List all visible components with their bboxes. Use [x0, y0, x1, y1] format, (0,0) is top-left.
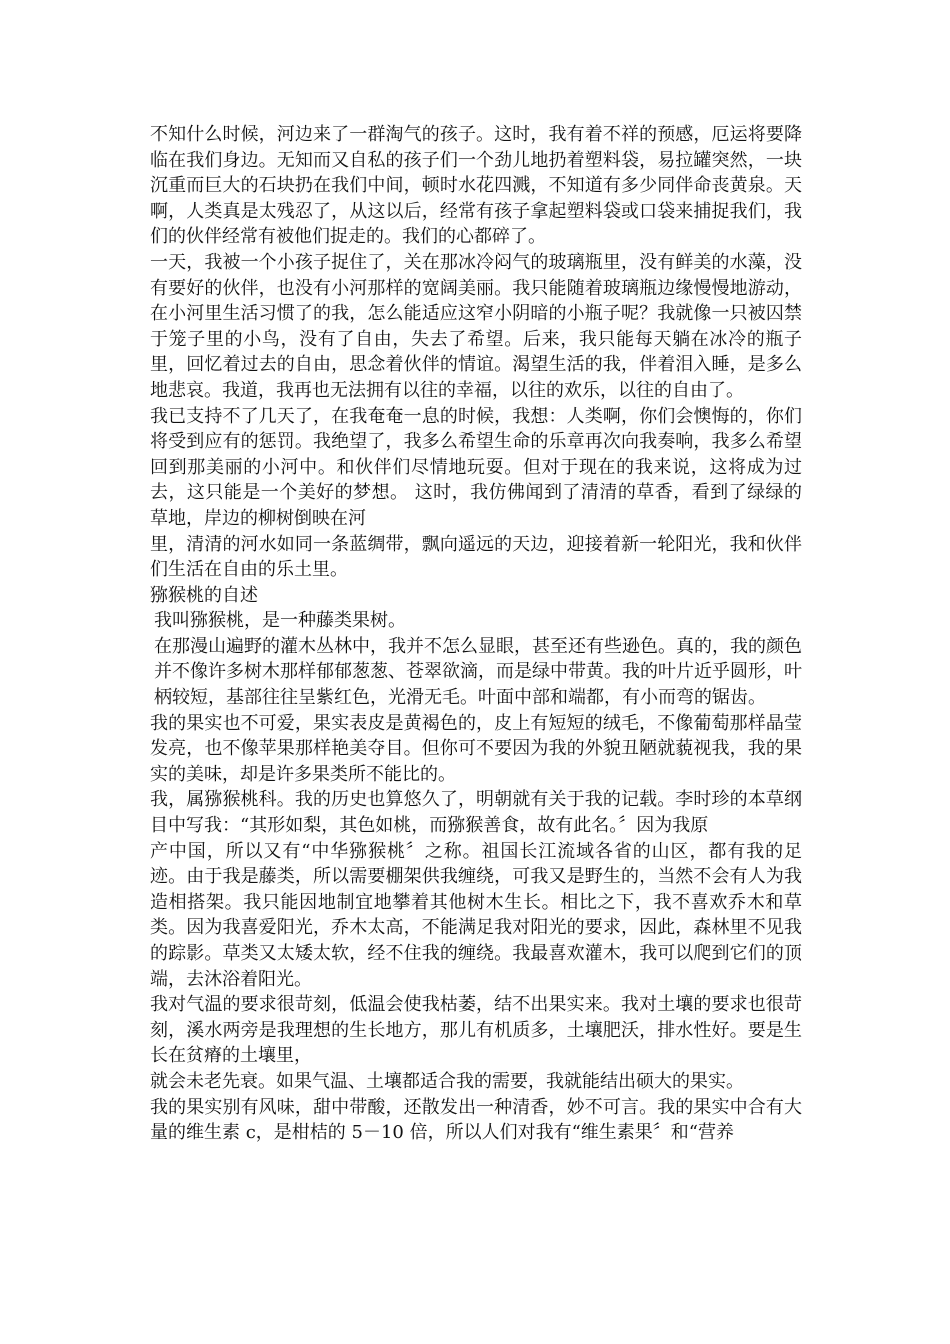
paragraph: 里，清清的河水如同一条蓝绸带，飘向遥远的天边，迎接着新一轮阳光，我和伙伴们生活在自由的乐土里。: [150, 533, 802, 581]
document-body: [150, 122, 802, 1146]
section-title: 猕猴桃的自述: [150, 584, 258, 606]
paragraph: 就会未老先衰。如果气温、土壤都适合我的需要，我就能结出硕大的果实。: [150, 1070, 744, 1092]
paragraph: 不知什么时候，河边来了一群淘气的孩子。这时，我有着不祥的预感，厄运将要降临在我们身边。无知而又自私的孩子们一个劲儿地扔着塑料袋，易拉罐突然，一块沉重而巨大的石块扔在我们中间，顿时水花四溅，不知道有多少同伴命丧黄泉。天啊，人类真是太残忍了，从这以后，经常有孩子拿起塑料袋或口袋来捕捉我们，我们的伙伴经常有被他们捉走的。我们的心都碎了。: [150, 124, 802, 248]
paragraph: 一天，我被一个小孩子捉住了，关在那冰冷闷气的玻璃瓶里，没有鲜美的水藻，没有要好的伙伴，也没有小河那样的宽阔美丽。我只能随着玻璃瓶边缘慢慢地游动，在小河里生活习惯了的我，怎么能适应这窄小阴暗的小瓶子呢？我就像一只被囚禁于笼子里的小鸟，没有了自由，失去了希望。后来，我只能每天躺在冰冷的瓶子里，回忆着过去的自由，思念着伙伴的情谊。渴望生活的我，伴着泪入睡，是多么地悲哀。我道，我再也无法拥有以往的幸福，以往的欢乐，以往的自由了。: [150, 251, 802, 401]
paragraph: 在那漫山遍野的灌木丛林中，我并不怎么显眼，甚至还有些逊色。真的，我的颜色并不像许多树木那样郁郁葱葱、苍翠欲滴，而是绿中带黄。我的叶片近乎圆形，叶柄较短，基部往往呈紫红色，光滑无毛。叶面中部和端都，有小而弯的锯齿。: [154, 635, 802, 709]
paragraph: 我的果实也不可爱，果实表皮是黄褐色的，皮上有短短的绒毛，不像葡萄那样晶莹发亮，也不像苹果那样艳美夺目。但你可不要因为我的外貌丑陋就藐视我，我的果实的美味，却是许多果类所不能比的。: [150, 712, 802, 785]
paragraph: 产中国，所以又有“中华猕猴桃〞之称。祖国长江流域各省的山区，都有我的足迹。由于我是藤类，所以需要棚架供我缠绕，可我又是野生的，当然不会有人为我造相搭架。我只能因地制宜地攀着其他树木生长。相比之下，我不喜欢乔木和草类。因为我喜爱阳光，乔木太高，不能满足我对阳光的要求，因此，森林里不见我的踪影。草类又太矮太软，经不住我的缠绕。我最喜欢灌木，我可以爬到它们的顶端，去沐浴着阳光。: [150, 840, 802, 990]
paragraph: 我，属猕猴桃科。我的历史也算悠久了，明朝就有关于我的记载。李时珍的本草纲目中写我：“其形如梨，其色如桃，而猕猴善食，故有此名。〞因为我原: [150, 789, 802, 837]
paragraph: 我叫猕猴桃，是一种藤类果树。: [154, 610, 406, 632]
paragraph: 我对气温的要求很苛刻，低温会使我枯萎，结不出果实来。我对土壤的要求也很苛刻，溪水两旁是我理想的生长地方，那儿有机质多，土壤肥沃，排水性好。要是生长在贫瘠的土壤里，: [150, 994, 802, 1067]
paragraph: 我的果实别有风味，甜中带酸，还散发出一种清香，妙不可言。我的果实中合有大量的维生素 c，是柑桔的 5－10 倍，所以人们对我有“维生素果〞和“营养: [150, 1096, 802, 1144]
paragraph: 我已支持不了几天了，在我奄奄一息的时候，我想：人类啊，你们会懊悔的，你们将受到应有的惩罚。我绝望了，我多么希望生命的乐章再次向我奏响，我多么希望回到那美丽的小河中。和伙伴们尽情地玩耍。但对于现在的我来说，这将成为过去，这只能是一个美好的梦想。 这时，我仿佛闻到了清清的草香，看到了绿绿的草地，岸边的柳树倒映在河: [150, 405, 802, 529]
